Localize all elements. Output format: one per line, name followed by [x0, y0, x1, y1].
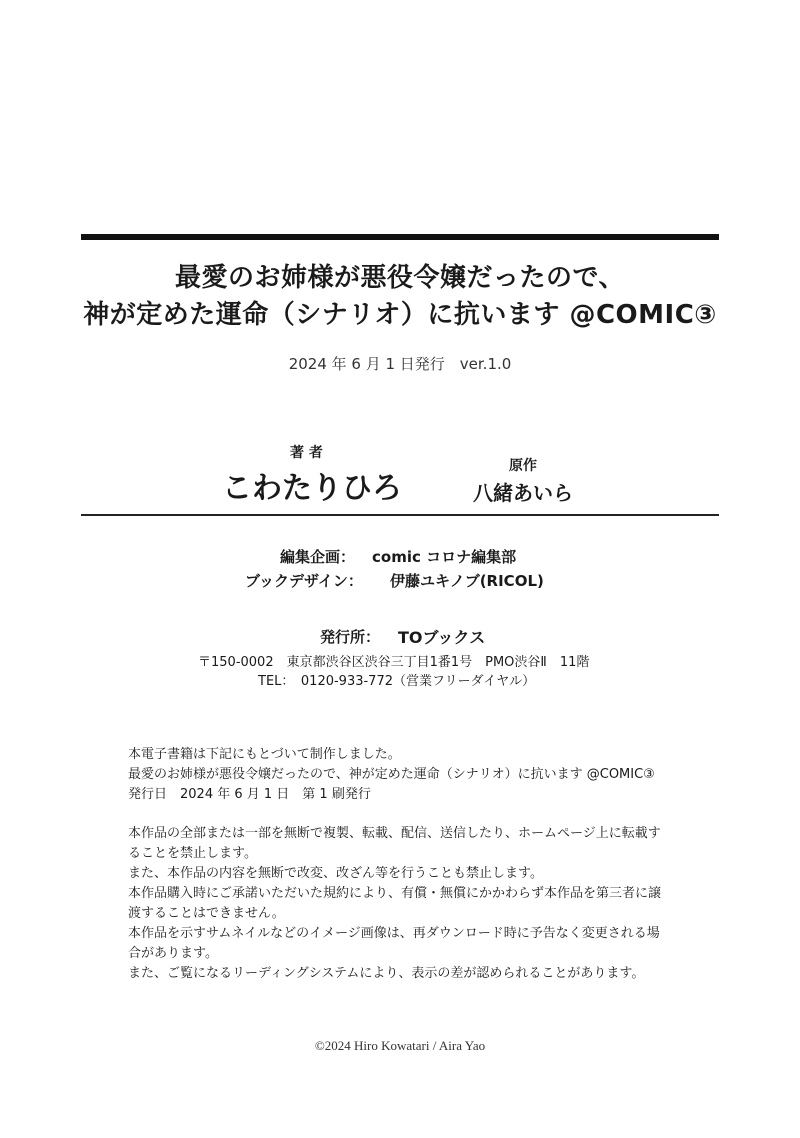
publisher-tel: TEL： 0120-933-772（営業フリーダイヤル）: [258, 674, 536, 689]
publisher-label: 発行所：: [320, 628, 381, 646]
original-work-role-label: 原作: [509, 458, 537, 474]
legal-note-line: また、ご覧になるリーディングシステムにより、表示の差が認められることがあります。: [128, 966, 645, 981]
copyright-notice: ©2024 Hiro Kowatari / Aira Yao: [314, 1038, 486, 1053]
legal-note-line: 本作品を示すサムネイルなどのイメージ画像は、再ダウンロード時に予告なく変更される場: [128, 926, 660, 941]
publisher-name: TOブックス: [398, 628, 486, 647]
author-role-label: 著 者: [290, 445, 323, 461]
book-title-line-2: 神が定めた運命（シナリオ）に抗います @COMIC③: [83, 300, 717, 330]
publisher-address: 〒150-0002 東京都渋谷区渋谷三丁目1番1号 PMO渋谷Ⅱ 11階: [198, 655, 590, 670]
editorial-planning-value: comic コロナ編集部: [372, 548, 517, 566]
book-design-label: ブックデザイン：: [245, 572, 363, 590]
source-note-line: 発行日 2024 年 6 月 1 日 第 1 刷発行: [128, 787, 371, 802]
source-note-line: 本電子書籍は下記にもとづいて制作しました。: [128, 747, 401, 762]
source-note-line: 最愛のお姉様が悪役令嬢だったので、神が定めた運命（シナリオ）に抗います @COMIC③: [128, 767, 655, 782]
legal-note-line: 本作品購入時にご承諾いただいた規約により、有償・無償にかかわらず本作品を第三者に譲: [128, 886, 662, 901]
legal-note-line: 渡することはできません。: [128, 906, 285, 921]
legal-note-line: 合があります。: [128, 946, 218, 961]
editorial-planning-label: 編集企画：: [280, 548, 356, 566]
publication-date: 2024 年 6 月 1 日発行 ver.1.0: [288, 355, 512, 373]
original-work-author-name: 八緒あいら: [473, 481, 573, 505]
legal-note-line: また、本作品の内容を無断で改変、改ざん等を行うことも禁止します。: [128, 866, 543, 881]
top-divider: [81, 234, 719, 240]
book-title-line-1: 最愛のお姉様が悪役令嬢だったので、: [175, 263, 625, 293]
legal-note-line: 本作品の全部または一部を無断で複製、転載、配信、送信したり、ホームページ上に転載す: [128, 826, 661, 841]
author-name: こわたりひろ: [222, 471, 402, 506]
middle-divider: [81, 514, 719, 516]
legal-note-line: ることを禁止します。: [128, 846, 257, 861]
book-design-value: 伊藤ユキノブ(RICOL): [390, 572, 544, 590]
